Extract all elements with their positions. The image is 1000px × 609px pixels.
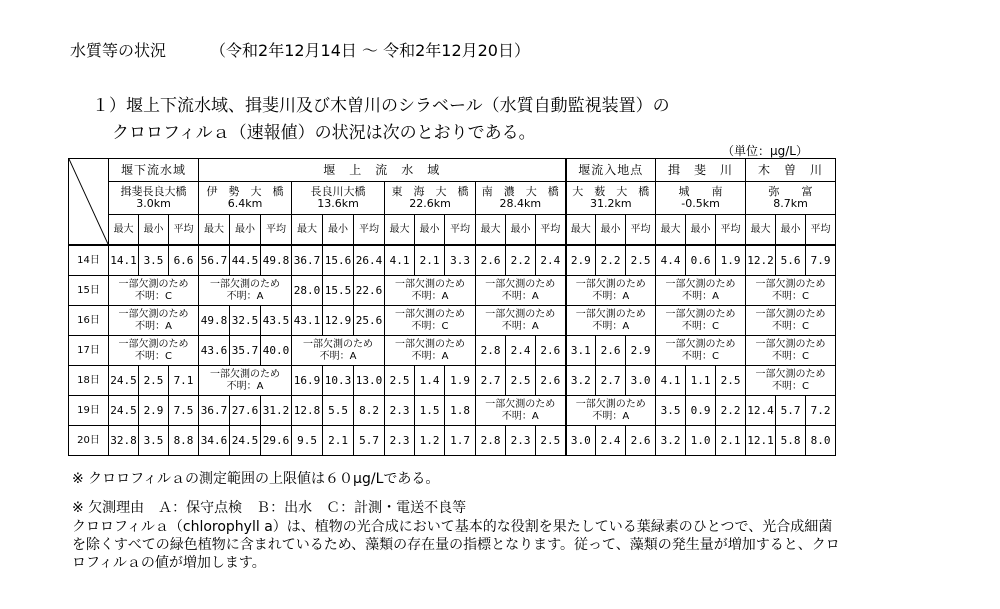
missing-cell: [656, 306, 746, 336]
value-cell: 24.5: [109, 366, 139, 396]
column-header-max: 最大: [292, 215, 323, 246]
value-cell: 49.8: [261, 245, 292, 276]
column-header-avg: 平均: [536, 215, 566, 246]
missing-prefix: 一部欠測のため: [485, 308, 556, 320]
missing-prefix: 一部欠測のため: [210, 368, 281, 380]
unit-label: （単位：μg/L）: [722, 144, 808, 158]
missing-cell: [656, 336, 746, 366]
station-header: [109, 182, 199, 215]
missing-cell: [109, 306, 199, 336]
missing-prefix: 一部欠測のため: [485, 398, 556, 410]
value-cell: 8.2: [354, 396, 385, 426]
missing-cell: [109, 276, 199, 306]
value-cell: 2.6: [476, 245, 506, 276]
value-cell: 1.5: [415, 396, 445, 426]
station-distance: 13.6km: [317, 197, 359, 210]
value-cell: 3.3: [445, 245, 476, 276]
column-header-min: 最小: [415, 215, 445, 246]
station-header: [292, 182, 385, 215]
station-name: 城 南: [678, 185, 723, 198]
missing-reason: 不明：A: [592, 410, 630, 422]
missing-cell: [656, 276, 746, 306]
value-cell: 2.1: [323, 426, 354, 456]
heading-period: （令和2年12月14日 ～ 令和2年12月20日）: [210, 41, 530, 60]
value-cell: 2.5: [626, 245, 656, 276]
station-name: 大 薮 大 橋: [572, 185, 650, 198]
missing-cell: [476, 276, 566, 306]
group-kiso-river: 木 曽 川: [746, 159, 836, 182]
column-header-max: 最大: [385, 215, 415, 246]
station-name: 伊 勢 大 橋: [206, 185, 284, 198]
value-cell: 2.4: [596, 426, 626, 456]
heading-title: 水質等の状況: [70, 41, 167, 60]
value-cell: 5.8: [776, 426, 806, 456]
column-header-avg: 平均: [261, 215, 292, 246]
day-label: 14日: [69, 245, 109, 276]
missing-cell: [385, 336, 476, 366]
value-cell: 1.2: [415, 426, 445, 456]
value-cell: 49.8: [199, 306, 230, 336]
station-header-row: [69, 182, 836, 215]
missing-reason: 不明：C: [772, 350, 810, 362]
value-cell: 36.7: [292, 245, 323, 276]
missing-reason: 不明：C: [135, 350, 172, 362]
missing-prefix: 一部欠測のため: [395, 278, 466, 290]
value-cell: 4.1: [385, 245, 415, 276]
column-header-max: 最大: [109, 215, 139, 246]
value-cell: 43.5: [261, 306, 292, 336]
missing-reason: 不明：A: [682, 290, 719, 302]
value-cell: 3.0: [626, 366, 656, 396]
missing-reason: 不明：A: [135, 320, 172, 332]
missing-prefix: 一部欠測のため: [118, 278, 189, 290]
column-header-min: 最小: [596, 215, 626, 246]
station-header: [385, 182, 476, 215]
missing-cell: [109, 336, 199, 366]
column-header-min: 最小: [230, 215, 261, 246]
value-cell: 2.1: [415, 245, 445, 276]
group-ibi-river: 揖 斐 川: [656, 159, 746, 182]
missing-prefix: 一部欠測のため: [755, 308, 826, 320]
value-cell: 7.9: [806, 245, 836, 276]
missing-reason: 不明：A: [411, 350, 449, 362]
value-cell: 6.6: [169, 245, 199, 276]
missing-reason: 不明：C: [772, 380, 810, 392]
value-cell: 40.0: [261, 336, 292, 366]
value-cell: 2.9: [139, 396, 169, 426]
value-cell: 4.4: [656, 245, 686, 276]
value-cell: 16.9: [292, 366, 323, 396]
value-cell: 12.2: [746, 245, 776, 276]
value-cell: 3.5: [656, 396, 686, 426]
missing-cell: [566, 306, 656, 336]
station-distance: 31.2km: [589, 197, 632, 210]
value-cell: 10.3: [323, 366, 354, 396]
day-label: 19日: [69, 396, 109, 426]
missing-reason: 不明：A: [501, 290, 539, 302]
value-cell: 2.9: [566, 245, 596, 276]
station-name: 長良川大橋: [310, 185, 366, 198]
missing-prefix: 一部欠測のため: [575, 278, 646, 290]
table-row: [69, 396, 836, 426]
value-cell: 34.6: [199, 426, 230, 456]
missing-prefix: 一部欠測のため: [210, 278, 281, 290]
document-heading: [70, 38, 530, 61]
value-cell: 1.1: [686, 366, 716, 396]
station-name: 揖斐長良大橋: [120, 185, 187, 198]
value-cell: 24.5: [109, 396, 139, 426]
group-header-row: [69, 159, 836, 182]
note-upper-limit: ※ クロロフィルａの測定範囲の上限値は６０μg/Lである。: [72, 471, 440, 487]
column-header-max: 最大: [656, 215, 686, 246]
missing-reason: 不明：A: [592, 290, 630, 302]
value-cell: 2.5: [506, 366, 536, 396]
column-header-max: 最大: [746, 215, 776, 246]
column-header-min: 最小: [506, 215, 536, 246]
station-distance: 28.4km: [499, 197, 542, 210]
value-cell: 29.6: [261, 426, 292, 456]
station-header: [746, 182, 836, 215]
missing-reason: 不明：A: [501, 410, 539, 422]
value-cell: 7.2: [806, 396, 836, 426]
column-header-max: 最大: [566, 215, 596, 246]
day-label: 20日: [69, 426, 109, 456]
station-name: 東 海 大 橋: [391, 185, 469, 198]
station-distance: 6.4km: [227, 197, 263, 210]
missing-prefix: 一部欠測のため: [665, 338, 736, 350]
missing-reason: 不明：C: [411, 320, 449, 332]
missing-reason: 不明：C: [772, 320, 810, 332]
value-cell: 3.2: [566, 366, 596, 396]
missing-cell: [385, 276, 476, 306]
missing-prefix: 一部欠測のため: [755, 368, 826, 380]
missing-prefix: 一部欠測のため: [665, 278, 736, 290]
missing-prefix: 一部欠測のため: [755, 278, 826, 290]
missing-cell: [746, 306, 836, 336]
station-distance: 3.0km: [136, 197, 171, 210]
missing-reason: 不明：C: [682, 320, 720, 332]
value-cell: 1.9: [716, 245, 746, 276]
day-label: 15日: [69, 276, 109, 306]
missing-prefix: 一部欠測のため: [118, 308, 189, 320]
missing-cell: [746, 276, 836, 306]
missing-cell: [199, 276, 292, 306]
value-cell: 13.0: [354, 366, 385, 396]
value-cell: 1.9: [445, 366, 476, 396]
missing-cell: [385, 306, 476, 336]
column-header-avg: 平均: [354, 215, 385, 246]
missing-reason: 不明：A: [501, 320, 539, 332]
value-cell: 2.2: [596, 245, 626, 276]
value-cell: 2.6: [626, 426, 656, 456]
value-cell: 12.1: [746, 426, 776, 456]
value-cell: 2.5: [716, 366, 746, 396]
table-row: [69, 426, 836, 456]
station-distance: -0.5km: [681, 197, 720, 210]
missing-reason: 不明：C: [772, 290, 810, 302]
value-cell: 2.6: [536, 336, 566, 366]
missing-cell: [199, 366, 292, 396]
missing-reason: 不明：A: [226, 380, 264, 392]
missing-prefix: 一部欠測のため: [118, 338, 189, 350]
value-cell: 0.6: [686, 245, 716, 276]
missing-prefix: 一部欠測のため: [395, 308, 466, 320]
missing-reason: 不明：A: [319, 350, 357, 362]
column-header-min: 最小: [323, 215, 354, 246]
group-downstream: 堰下流水域: [109, 159, 199, 182]
missing-cell: [566, 276, 656, 306]
value-cell: 28.0: [292, 276, 323, 306]
column-header-min: 最小: [686, 215, 716, 246]
missing-prefix: 一部欠測のため: [665, 308, 736, 320]
missing-reason: 不明：A: [411, 290, 449, 302]
column-header-max: 最大: [476, 215, 506, 246]
value-cell: 9.5: [292, 426, 323, 456]
value-cell: 2.9: [626, 336, 656, 366]
value-cell: 3.5: [139, 426, 169, 456]
station-name: 弥 富: [768, 185, 813, 198]
intro-line-1: １）堰上下流水域、揖斐川及び木曽川のシラベール（水質自動監視装置）の: [92, 96, 670, 116]
column-header-min: 最小: [776, 215, 806, 246]
value-cell: 2.3: [385, 396, 415, 426]
value-cell: 1.4: [415, 366, 445, 396]
missing-prefix: 一部欠測のため: [303, 338, 374, 350]
missing-prefix: 一部欠測のため: [485, 278, 556, 290]
missing-prefix: 一部欠測のため: [575, 398, 646, 410]
value-cell: 7.5: [169, 396, 199, 426]
column-header-avg: 平均: [716, 215, 746, 246]
missing-reason: 不明：A: [226, 290, 264, 302]
value-cell: 56.7: [199, 245, 230, 276]
column-header-max: 最大: [199, 215, 230, 246]
missing-prefix: 一部欠測のため: [395, 338, 466, 350]
value-cell: 32.8: [109, 426, 139, 456]
value-cell: 2.8: [476, 426, 506, 456]
table-corner: [69, 159, 109, 246]
value-cell: 22.6: [354, 276, 385, 306]
value-cell: 2.8: [476, 336, 506, 366]
chlorophyll-explanation: クロロフィルａ（chlorophyll a）は、植物の光合成において基本的な役割を果たしている葉緑素のひとつで、光合成細菌を除くすべての緑色植物に含まれているため、藻類の存在量の指標となります。従って、藻類の発生量が増加すると、クロロフィルａの値が増加します。: [72, 519, 840, 571]
value-cell: 12.8: [292, 396, 323, 426]
missing-cell: [476, 396, 566, 426]
missing-cell: [746, 366, 836, 396]
value-cell: 2.6: [536, 366, 566, 396]
value-cell: 36.7: [199, 396, 230, 426]
station-header: [656, 182, 746, 215]
note-missing-reasons: ※ 欠測理由 Ａ：保守点検 Ｂ：出水 Ｃ：計測・電送不良等: [72, 500, 467, 516]
value-cell: 25.6: [354, 306, 385, 336]
table-row: [69, 276, 836, 306]
value-cell: 3.0: [566, 426, 596, 456]
value-cell: 12.9: [323, 306, 354, 336]
column-header-avg: 平均: [626, 215, 656, 246]
station-header: [199, 182, 292, 215]
station-header: [566, 182, 656, 215]
value-cell: 2.6: [596, 336, 626, 366]
chlorophyll-table: [68, 158, 836, 456]
missing-reason: 不明：A: [592, 320, 630, 332]
column-header-min: 最小: [139, 215, 169, 246]
table-row: [69, 245, 836, 276]
missing-cell: [566, 396, 656, 426]
value-cell: 2.4: [506, 336, 536, 366]
station-distance: 22.6km: [409, 197, 451, 210]
day-label: 16日: [69, 306, 109, 336]
value-cell: 1.7: [445, 426, 476, 456]
value-cell: 2.3: [506, 426, 536, 456]
value-cell: 5.7: [776, 396, 806, 426]
value-cell: 24.5: [230, 426, 261, 456]
column-header-avg: 平均: [445, 215, 476, 246]
missing-reason: 不明：C: [135, 290, 172, 302]
station-header: [476, 182, 566, 215]
value-cell: 3.5: [139, 245, 169, 276]
column-header-avg: 平均: [806, 215, 836, 246]
value-cell: 8.8: [169, 426, 199, 456]
value-cell: 5.7: [354, 426, 385, 456]
value-cell: 26.4: [354, 245, 385, 276]
group-inflow: 堰流入地点: [566, 159, 656, 182]
value-cell: 44.5: [230, 245, 261, 276]
value-cell: 8.0: [806, 426, 836, 456]
intro-line-2: クロロフィルａ（速報値）の状況は次のとおりである。: [112, 123, 536, 143]
station-distance: 8.7km: [773, 197, 808, 210]
value-cell: 3.2: [656, 426, 686, 456]
value-cell: 2.4: [536, 245, 566, 276]
value-cell: 31.2: [261, 396, 292, 426]
value-cell: 2.3: [385, 426, 415, 456]
station-name: 南 濃 大 橋: [481, 185, 559, 198]
value-cell: 5.5: [323, 396, 354, 426]
group-upstream: 堰 上 流 水 域: [199, 159, 566, 182]
value-cell: 43.1: [292, 306, 323, 336]
value-cell: 2.5: [385, 366, 415, 396]
value-cell: 3.1: [566, 336, 596, 366]
value-cell: 43.6: [199, 336, 230, 366]
missing-cell: [746, 336, 836, 366]
missing-cell: [292, 336, 385, 366]
value-cell: 2.7: [476, 366, 506, 396]
value-cell: 27.6: [230, 396, 261, 426]
value-cell: 5.6: [776, 245, 806, 276]
value-cell: 14.1: [109, 245, 139, 276]
value-cell: 12.4: [746, 396, 776, 426]
value-cell: 32.5: [230, 306, 261, 336]
value-cell: 4.1: [656, 366, 686, 396]
value-cell: 35.7: [230, 336, 261, 366]
day-label: 18日: [69, 366, 109, 396]
day-label: 17日: [69, 336, 109, 366]
value-cell: 2.1: [716, 426, 746, 456]
value-cell: 0.9: [686, 396, 716, 426]
table-row: [69, 366, 836, 396]
value-cell: 2.5: [536, 426, 566, 456]
value-cell: 2.2: [506, 245, 536, 276]
table-row: [69, 336, 836, 366]
column-header-avg: 平均: [169, 215, 199, 246]
value-cell: 2.5: [139, 366, 169, 396]
missing-cell: [476, 306, 566, 336]
value-cell: 1.8: [445, 396, 476, 426]
table-row: [69, 306, 836, 336]
value-cell: 15.6: [323, 245, 354, 276]
column-header-row: [69, 215, 836, 246]
value-cell: 2.7: [596, 366, 626, 396]
value-cell: 7.1: [169, 366, 199, 396]
missing-prefix: 一部欠測のため: [755, 338, 826, 350]
value-cell: 2.2: [716, 396, 746, 426]
missing-reason: 不明：C: [682, 350, 720, 362]
value-cell: 1.0: [686, 426, 716, 456]
value-cell: 15.5: [323, 276, 354, 306]
missing-prefix: 一部欠測のため: [575, 308, 646, 320]
